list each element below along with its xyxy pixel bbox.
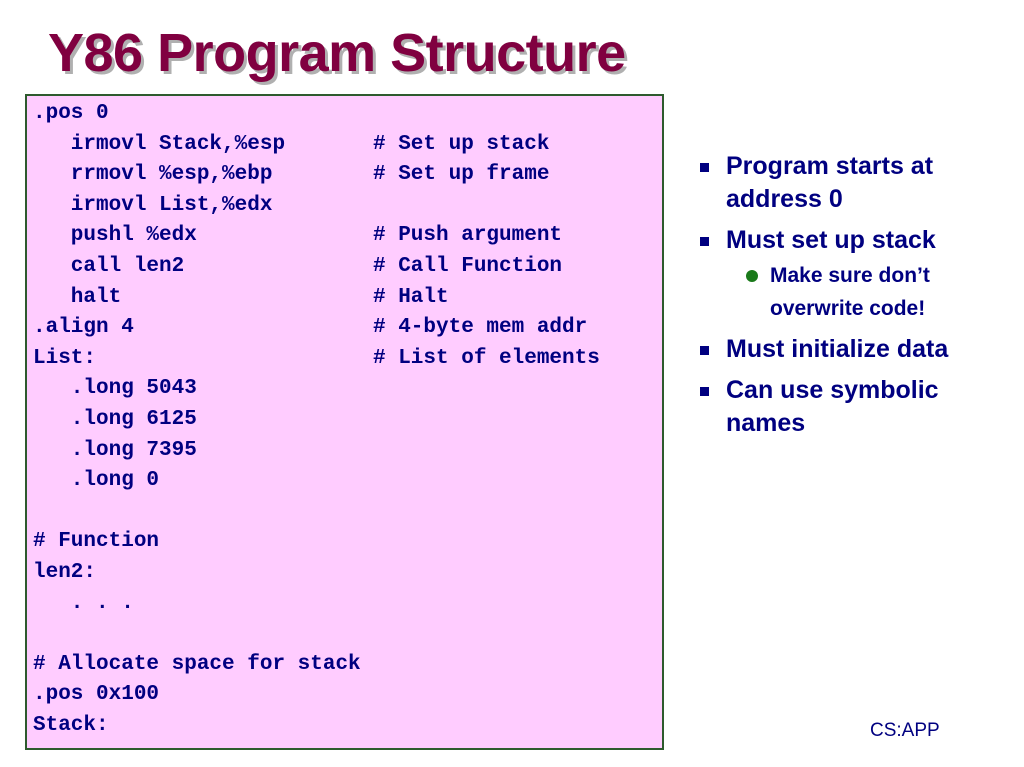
code-comment: # 4-byte mem addr [373,316,588,340]
code-instruction [33,619,373,650]
square-bullet-icon [700,237,709,246]
bullet-list [700,150,1000,448]
code-line [33,650,600,681]
slide-title: Y86 Program Structure [48,23,626,83]
code-line [33,680,600,711]
code-line [33,589,600,620]
code-lines [33,99,600,741]
square-bullet-icon [700,387,709,396]
sub-bullet-item [726,259,1000,325]
code-line [33,558,600,589]
code-instruction: Stack: [33,713,109,737]
sub-bullet-text: Make sure don’t overwrite code! [770,264,930,320]
code-line [33,497,600,528]
footer-label: CS:APP [870,720,940,741]
square-bullet-icon [700,346,709,355]
code-line [33,619,600,650]
code-comment: # Set up frame [373,163,550,187]
bullet-item [700,374,1000,440]
code-instruction: rrmovl %esp,%ebp [33,163,273,187]
code-instruction: len2: [33,560,97,584]
code-instruction: # Allocate space for stack [33,652,361,676]
code-line [33,313,600,344]
code-comment: # List of elements [373,346,600,370]
code-instruction: .long 0 [33,469,160,493]
bullet-text: Program starts at address 0 [726,152,934,213]
sub-bullet-list [726,259,1000,325]
bullet-text: Must set up stack [726,226,936,254]
bullet-item [700,224,1000,325]
code-instruction: call len2 [33,254,185,278]
code-line [33,191,600,222]
code-line [33,221,600,252]
code-line [33,405,600,436]
square-bullet-icon [700,163,709,172]
code-instruction: # Function [33,530,160,554]
code-comment: # Set up stack [373,132,550,156]
code-listing [25,94,664,750]
code-instruction: irmovl List,%edx [33,193,273,217]
code-instruction: .pos 0 [33,102,109,125]
code-line [33,344,600,375]
code-instruction: .align 4 [33,316,134,340]
bullet-text: Must initialize data [726,335,949,363]
code-instruction [33,497,373,528]
code-instruction: irmovl Stack,%esp [33,132,286,156]
code-comment: # Push argument [373,224,563,248]
bullet-item [700,333,1000,366]
code-line [33,283,600,314]
code-line [33,130,600,161]
code-instruction: List: [33,346,97,370]
bullet-item [700,150,1000,216]
code-instruction: . . . [33,591,134,615]
bullet-text: Can use symbolic names [726,376,939,437]
code-line [33,436,600,467]
code-instruction: halt [33,285,122,309]
code-instruction: .pos 0x100 [33,683,160,707]
code-line [33,466,600,497]
code-instruction: pushl %edx [33,224,197,248]
code-comment: # Call Function [373,254,563,278]
code-line [33,527,600,558]
round-bullet-icon [746,270,758,282]
code-instruction: .long 5043 [33,377,197,401]
code-instruction: .long 7395 [33,438,197,462]
code-instruction: .long 6125 [33,407,197,431]
code-line [33,99,600,130]
code-line [33,374,600,405]
code-line [33,711,600,742]
code-line [33,160,600,191]
code-comment: # Halt [373,285,449,309]
code-line [33,252,600,283]
